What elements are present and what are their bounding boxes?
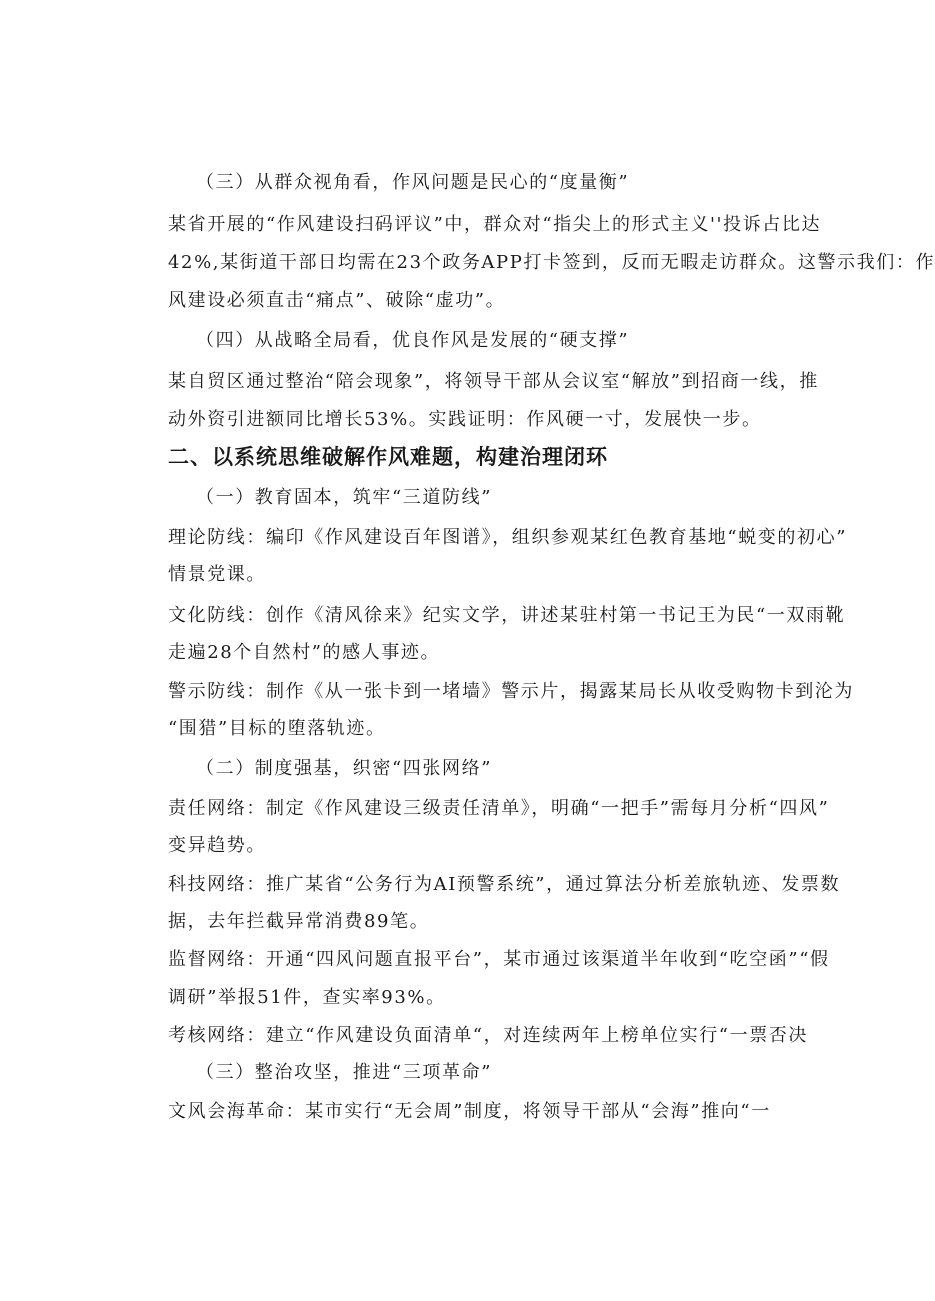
paragraph-line: 文化防线：创作《清风徐来》纪实文学，讲述某驻村第一书记王为民“一双雨靴 xyxy=(168,605,846,626)
paragraph-line: 某自贸区通过整治“陪会现象”，将领导干部从会议室“解放”到招商一线，推 xyxy=(168,371,819,392)
paragraph-line: 某省开展的“作风建设扫码评议”中，群众对“指尖上的形式主义''投诉占比达 xyxy=(168,214,822,235)
paragraph-line: 考核网络：建立“作风建设负面清单“，对连续两年上榜单位实行“一票否决 xyxy=(168,1025,809,1046)
paragraph-line: 42%,某街道干部日均需在23个政务APP打卡签到，反而无暇走访群众。这警示我们：作 xyxy=(168,252,935,273)
paragraph-line: 走遍28个自然村”的感人事迹。 xyxy=(168,642,441,663)
paragraph-line: 理论防线：编印《作风建设百年图谱》，组织参观某红色教育基地“蜕变的初心” xyxy=(168,527,848,548)
paragraph-line: 科技网络：推广某省“公务行为AI预警系统”，通过算法分析差旅轨迹、发票数 xyxy=(168,874,841,895)
paragraph-line: 情景党课。 xyxy=(168,564,266,585)
paragraph-line: 警示防线：制作《从一张卡到一堵墙》警示片，揭露某局长从收受购物卡到沦为 xyxy=(168,681,854,702)
paragraph-line: 监督网络：开通“四风问题直报平台”，某市通过该渠道半年收到“吃空函”“假 xyxy=(168,949,830,970)
paragraph-line: 动外资引进额同比增长53%。实践证明：作风硬一寸，发展快一步。 xyxy=(168,409,762,430)
paragraph-line: 文风会海革命：某市实行“无会周”制度，将领导干部从“会海”推向“一 xyxy=(168,1101,771,1122)
subheading-four: （四）从战略全局看，优良作风是发展的“硬支撑” xyxy=(196,330,630,351)
subheading-two: （二）制度强基，织密“四张网络” xyxy=(196,758,493,779)
paragraph-line: 据，去年拦截异常消费89笔。 xyxy=(168,911,430,932)
paragraph-line: 责任网络：制定《作风建设三级责任清单》，明确“一把手”需每月分析“四风” xyxy=(168,798,830,819)
subheading-three: （三）从群众视角看，作风问题是民心的“度量衡” xyxy=(196,172,630,193)
subheading-three-b: （三）整治攻坚，推进“三项革命” xyxy=(196,1062,493,1083)
paragraph-line: “围猎”目标的堕落轨迹。 xyxy=(168,718,386,739)
subheading-one: （一）教育固本，筑牢“三道防线” xyxy=(196,487,493,508)
section-heading-two: 二、以系统思维破解作风难题，构建治理闭环 xyxy=(168,445,608,469)
paragraph-line: 变异趋势。 xyxy=(168,835,266,856)
paragraph-line: 调研”举报51件，查实率93%。 xyxy=(168,987,446,1008)
paragraph-line: 风建设必须直击“痛点”、破除“虚功”。 xyxy=(168,290,506,311)
